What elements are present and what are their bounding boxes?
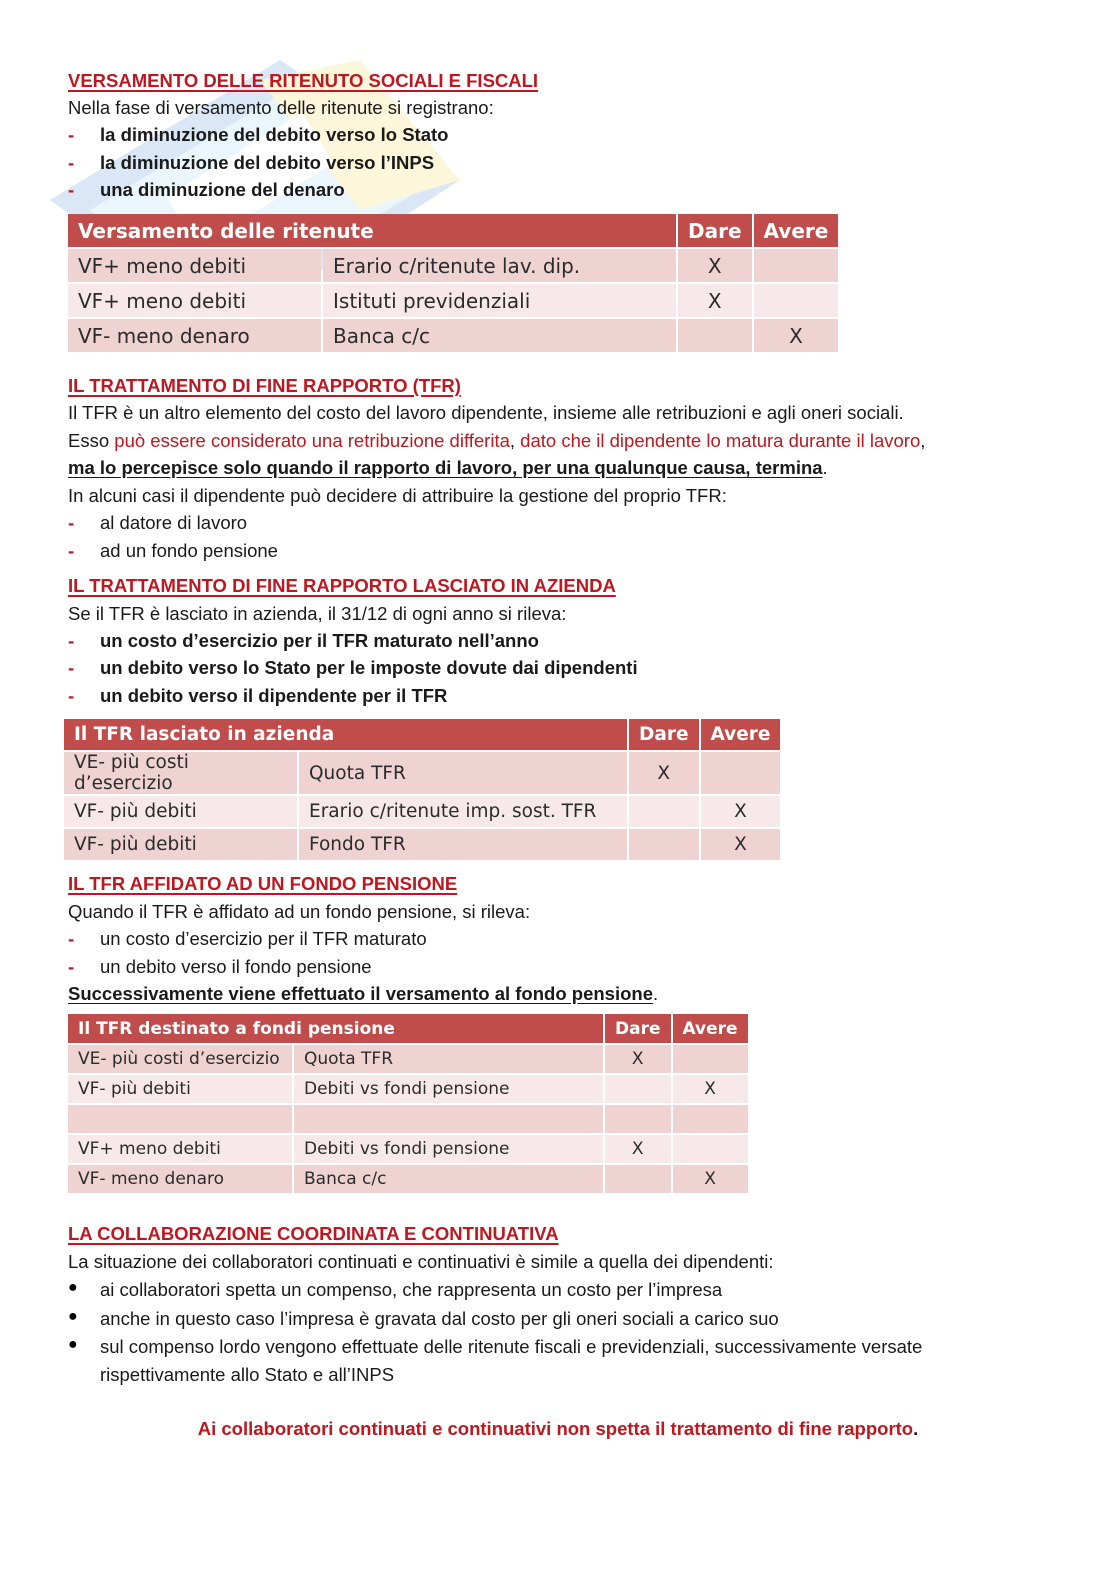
list-item: - la diminuzione del debito verso l’INPS (68, 152, 435, 173)
list-item: ● anche in questo caso l’impresa è gravata dal costo per gli oneri sociali a carico suo (68, 1308, 779, 1329)
list-item: - un costo d’esercizio per il TFR maturato (68, 928, 427, 949)
dash-bullet-icon: - (68, 179, 75, 200)
dash-bullet-icon: - (68, 540, 75, 561)
column-header-avere: Avere (673, 1014, 748, 1045)
table-row: VF+ meno debiti Erario c/ritenute lav. dip. X (68, 249, 838, 284)
journal-table-tfr-azienda (62, 719, 782, 862)
list-item: - un debito verso lo Stato per le imposte dovute dai dipendenti (68, 657, 638, 678)
section-intro: Quando il TFR è affidato ad un fondo pensione, si rileva: (68, 901, 531, 922)
paragraph: Il TFR è un altro elemento del costo del lavoro dipendente, insieme alle retribuzioni e agli oneri sociali. (68, 402, 904, 423)
section-heading-tfr-azienda: IL TRATTAMENTO DI FINE RAPPORTO LASCIATO IN AZIENDA (68, 575, 616, 596)
dash-bullet-icon: - (68, 956, 75, 977)
section-heading-fondo-pensione: IL TFR AFFIDATO AD UN FONDO PENSIONE (68, 873, 458, 894)
dash-bullet-icon: - (68, 512, 75, 533)
bullet-icon: ● (68, 1308, 78, 1325)
table-row: VE- più costi d’esercizio Quota TFR X (64, 752, 780, 796)
list-item-continuation: rispettivamente allo Stato e all’INPS (100, 1364, 395, 1385)
table-row: VF- più debiti Fondo TFR X (64, 829, 780, 862)
list-item: ● sul compenso lordo vengono effettuate delle ritenute fiscali e previdenziali, successivamente versate (68, 1336, 923, 1357)
list-item: - ad un fondo pensione (68, 540, 278, 561)
section-heading-tfr: IL TRATTAMENTO DI FINE RAPPORTO (TFR) (68, 375, 461, 396)
table-row: VF+ meno debiti Istituti previdenziali X (68, 284, 838, 319)
list-item: - un debito verso il fondo pensione (68, 956, 372, 977)
dash-bullet-icon: - (68, 657, 75, 678)
table-row: VE- più costi d’esercizio Quota TFR X (68, 1045, 748, 1075)
paragraph: Successivamente viene effettuato il versamento al fondo pensione. (68, 983, 659, 1004)
journal-table-versamento (66, 214, 840, 354)
list-item: - al datore di lavoro (68, 512, 248, 533)
dash-bullet-icon: - (68, 124, 75, 145)
dash-bullet-icon: - (68, 928, 75, 949)
table-title: Versamento delle ritenute (68, 214, 676, 249)
section-intro: Nella fase di versamento delle ritenute si registrano: (68, 97, 494, 118)
bullet-icon: ● (68, 1336, 78, 1353)
section-heading-versamento: VERSAMENTO DELLE RITENUTO SOCIALI E FISCALI (68, 70, 539, 91)
list-item: - un costo d’esercizio per il TFR maturato nell’anno (68, 630, 539, 651)
table-row: VF- meno denaro Banca c/c X (68, 1165, 748, 1195)
section-intro: La situazione dei collaboratori continuati e continuativi è simile a quella dei dipendenti: (68, 1251, 774, 1272)
table-row: VF- più debiti Debiti vs fondi pensione X (68, 1075, 748, 1105)
table-row: VF+ meno debiti Debiti vs fondi pensione X (68, 1135, 748, 1165)
journal-table-fondo-pensione (66, 1014, 750, 1195)
table-row (68, 1105, 748, 1135)
dash-bullet-icon: - (68, 152, 75, 173)
column-header-dare: Dare (629, 719, 699, 752)
paragraph: Esso può essere considerato una retribuzione differita, dato che il dipendente lo matura durante il lavoro, (68, 430, 926, 451)
table-row: VF- meno denaro Banca c/c X (68, 319, 838, 354)
dash-bullet-icon: - (68, 630, 75, 651)
list-item: - un debito verso il dipendente per il TFR (68, 685, 448, 706)
list-item: ● ai collaboratori spetta un compenso, che rappresenta un costo per l’impresa (68, 1279, 723, 1300)
section-intro: Se il TFR è lasciato in azienda, il 31/12 di ogni anno si rileva: (68, 603, 567, 624)
column-header-dare: Dare (678, 214, 752, 249)
dash-bullet-icon: - (68, 685, 75, 706)
column-header-dare: Dare (605, 1014, 671, 1045)
table-title: Il TFR destinato a fondi pensione (68, 1014, 603, 1045)
table-row: VF- più debiti Erario c/ritenute imp. sost. TFR X (64, 796, 780, 829)
column-header-avere: Avere (754, 214, 839, 249)
closing-statement: Ai collaboratori continuati e continuativi non spetta il trattamento di fine rapporto. (197, 1418, 919, 1439)
list-item: - la diminuzione del debito verso lo Stato (68, 124, 449, 145)
bullet-icon: ● (68, 1279, 78, 1296)
paragraph: ma lo percepisce solo quando il rapporto di lavoro, per una qualunque causa, termina. (68, 457, 828, 478)
paragraph: In alcuni casi il dipendente può decidere di attribuire la gestione del proprio TFR: (68, 485, 727, 506)
list-item: - una diminuzione del denaro (68, 179, 345, 200)
table-title: Il TFR lasciato in azienda (64, 719, 627, 752)
section-heading-collaborazione: LA COLLABORAZIONE COORDINATA E CONTINUATIVA (68, 1223, 559, 1244)
column-header-avere: Avere (701, 719, 781, 752)
